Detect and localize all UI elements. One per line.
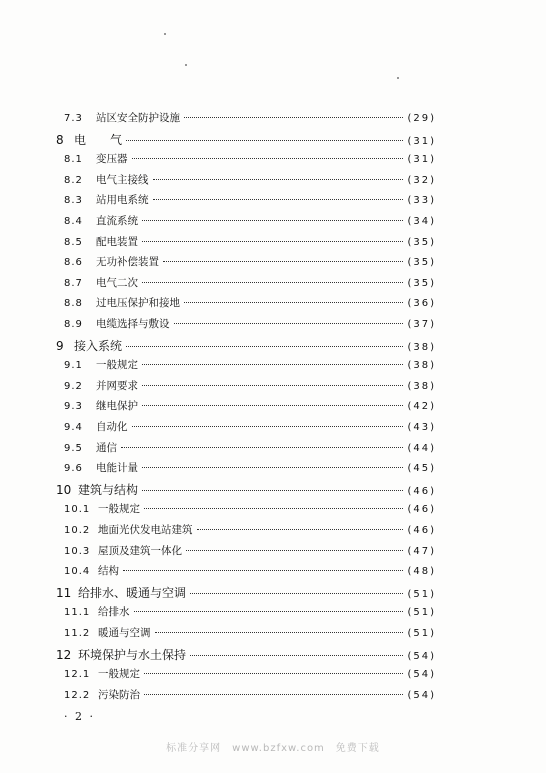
toc-entry-title: 一般规定	[96, 359, 138, 372]
toc-entry-title: 结构	[98, 565, 119, 578]
toc-entry-title: 屋顶及建筑一体化	[98, 544, 182, 557]
toc-entry-number: 8.4	[64, 216, 83, 227]
toc-entry-number: 8	[56, 132, 64, 147]
toc-chapter-row	[56, 584, 436, 601]
toc-entry-title: 电 气	[74, 132, 123, 147]
toc-page-reference: (51)	[407, 588, 436, 600]
toc-dot-leader	[126, 140, 403, 141]
toc-entry-title: 暖通与空调	[98, 627, 151, 639]
toc-page-reference: (54)	[407, 669, 436, 681]
toc-entry-title: 一般规定	[98, 503, 140, 516]
toc-section-row	[64, 522, 436, 537]
toc-page-reference: (45)	[407, 463, 436, 475]
toc-section-row	[64, 213, 436, 228]
toc-dot-leader	[142, 467, 403, 468]
toc-page-reference: (36)	[407, 298, 436, 310]
toc-page-reference: (38)	[407, 380, 436, 392]
toc-entry-number: 10	[56, 482, 72, 497]
toc-entry-number: 7.3	[64, 113, 83, 124]
toc-dot-leader	[186, 550, 403, 551]
toc-entry-title: 给排水	[98, 606, 130, 619]
toc-chapter-row	[56, 646, 436, 663]
toc-entry-title: 一般规定	[98, 668, 140, 681]
toc-entry-number: 10.1	[64, 504, 91, 516]
toc-entry-number: 11.2	[64, 628, 91, 639]
toc-page-reference: (29)	[407, 113, 436, 124]
toc-page-reference: (51)	[407, 607, 436, 619]
toc-dot-leader	[132, 158, 404, 159]
toc-page-reference: (35)	[407, 277, 436, 289]
toc-entry-number: 9	[56, 338, 64, 353]
toc-entry-title: 配电装置	[96, 235, 138, 248]
toc-dot-leader	[121, 447, 403, 448]
toc-entry-title: 地面光伏发电站建筑	[98, 524, 193, 536]
toc-dot-leader	[142, 220, 403, 221]
toc-section-row	[64, 275, 436, 290]
toc-chapter-row	[56, 337, 436, 354]
toc-entry-number: 9.6	[64, 463, 83, 475]
toc-section-row	[64, 666, 436, 681]
toc-entry-number: 8.7	[64, 277, 83, 289]
toc-dot-leader	[126, 346, 403, 347]
toc-page-reference: (43)	[407, 422, 436, 433]
toc-entry-number: 8.6	[64, 257, 83, 269]
toc-entry-title: 接入系统	[74, 338, 123, 353]
page-number: · 2 ·	[64, 710, 95, 723]
toc-page-reference: (48)	[407, 566, 436, 578]
toc-entry-title: 环境保护与水土保持	[78, 647, 187, 662]
toc-section-row	[64, 687, 436, 702]
toc-page-reference: (37)	[407, 319, 436, 330]
toc-entry-number: 9.5	[64, 442, 83, 454]
toc-section-row	[64, 440, 436, 455]
toc-page-reference: (31)	[407, 154, 436, 166]
toc-page-reference: (32)	[407, 174, 436, 186]
toc-entry-number: 10.4	[64, 566, 91, 578]
toc-entry-number: 11	[56, 585, 72, 600]
toc-entry-number: 8.5	[64, 236, 83, 248]
toc-section-row	[64, 234, 436, 249]
toc-page-reference: (34)	[407, 216, 436, 227]
toc-page-reference: (54)	[407, 689, 436, 701]
toc-page-reference: (47)	[407, 545, 436, 557]
toc-dot-leader	[184, 302, 403, 303]
toc-page-reference: (42)	[407, 401, 436, 413]
toc-dot-leader	[144, 508, 403, 509]
toc-entry-title: 继电保护	[96, 400, 138, 413]
toc-section-row	[64, 501, 436, 516]
toc-entry-title: 站区安全防护设施	[96, 112, 180, 124]
toc-dot-leader	[142, 405, 403, 406]
toc-page-reference: (35)	[407, 257, 436, 269]
toc-page-reference: (33)	[407, 195, 436, 207]
watermark-text: 标准分享网 www.bzfxw.com 免费下载	[166, 743, 380, 754]
toc-entry-number: 12	[56, 647, 72, 662]
toc-dot-leader	[190, 655, 403, 656]
toc-entry-number: 9.3	[64, 401, 83, 413]
toc-entry-number: 8.1	[64, 154, 83, 166]
toc-dot-leader	[144, 673, 403, 674]
toc-entry-title: 站用电系统	[96, 194, 149, 207]
toc-entry-title: 电气二次	[96, 276, 138, 289]
toc-page-reference: (38)	[407, 341, 436, 353]
toc-section-row	[64, 254, 436, 269]
toc-entry-number: 12.2	[64, 689, 91, 701]
toc-page-reference: (51)	[407, 628, 436, 639]
toc-section-row	[64, 625, 436, 640]
toc-section-row	[64, 460, 436, 475]
toc-section-row	[64, 563, 436, 578]
toc-section-row	[64, 192, 436, 207]
toc-entry-number: 8.9	[64, 319, 83, 330]
toc-section-row	[64, 357, 436, 372]
toc-entry-title: 过电压保护和接地	[96, 297, 180, 310]
toc-page-reference: (31)	[407, 135, 436, 147]
toc-page-reference: (38)	[407, 360, 436, 372]
toc-entry-number: 10.2	[64, 525, 91, 536]
toc-dot-leader	[153, 179, 404, 180]
toc-entry-number: 8.8	[64, 298, 83, 310]
toc-section-row	[64, 295, 436, 310]
toc-dot-leader	[134, 611, 404, 612]
toc-dot-leader	[142, 385, 403, 386]
toc-entry-number: 9.2	[64, 380, 83, 392]
toc-dot-leader	[142, 282, 403, 283]
toc-page-reference: (44)	[407, 442, 436, 454]
toc-entry-number: 11.1	[64, 607, 91, 619]
toc-entry-number: 9.4	[64, 422, 83, 433]
toc-entry-number: 8.3	[64, 195, 83, 207]
toc-entry-title: 污染防治	[98, 688, 140, 701]
toc-entry-title: 通信	[96, 441, 117, 454]
toc-dot-leader	[142, 364, 403, 365]
toc-entry-number: 9.1	[64, 360, 83, 372]
toc-page-reference: (46)	[407, 525, 436, 536]
toc-entry-title: 建筑与结构	[78, 482, 139, 497]
toc-entry-title: 无功补偿装置	[96, 256, 159, 269]
toc-section-row	[64, 604, 436, 619]
toc-entry-number: 10.3	[64, 545, 91, 557]
toc-section-row	[64, 110, 436, 125]
toc-section-row	[64, 378, 436, 393]
toc-dot-leader	[144, 694, 403, 695]
toc-page-reference: (46)	[407, 485, 436, 497]
toc-section-row	[64, 398, 436, 413]
toc-entry-title: 直流系统	[96, 215, 138, 227]
toc-dot-leader	[184, 117, 403, 118]
toc-entry-title: 电能计量	[96, 462, 138, 475]
toc-section-row	[64, 543, 436, 558]
toc-dot-leader	[174, 323, 404, 324]
toc-dot-leader	[132, 426, 404, 427]
toc-entry-title: 电气主接线	[96, 173, 149, 186]
toc-dot-leader	[163, 261, 403, 262]
toc-page-reference: (46)	[407, 504, 436, 516]
toc-dot-leader	[142, 241, 403, 242]
toc-entry-number: 8.2	[64, 174, 83, 186]
toc-entry-title: 变压器	[96, 153, 128, 166]
toc-section-row	[64, 151, 436, 166]
toc-entry-title: 自动化	[96, 421, 128, 433]
toc-entry-title: 电缆选择与敷设	[96, 318, 170, 330]
toc-dot-leader	[155, 632, 404, 633]
toc-section-row	[64, 316, 436, 331]
toc-dot-leader	[142, 490, 403, 491]
toc-section-row	[64, 419, 436, 434]
toc-page-reference: (35)	[407, 236, 436, 248]
toc-entry-number: 12.1	[64, 669, 91, 681]
toc-section-row	[64, 172, 436, 187]
toc-dot-leader	[153, 199, 404, 200]
toc-dot-leader	[190, 593, 403, 594]
toc-page-reference: (54)	[407, 650, 436, 662]
toc-entry-title: 给排水、暖通与空调	[78, 585, 187, 600]
toc-chapter-row	[56, 131, 436, 148]
toc-dot-leader	[197, 529, 404, 530]
toc-dot-leader	[123, 570, 403, 571]
toc-entry-title: 并网要求	[96, 379, 138, 392]
toc-chapter-row	[56, 481, 436, 498]
